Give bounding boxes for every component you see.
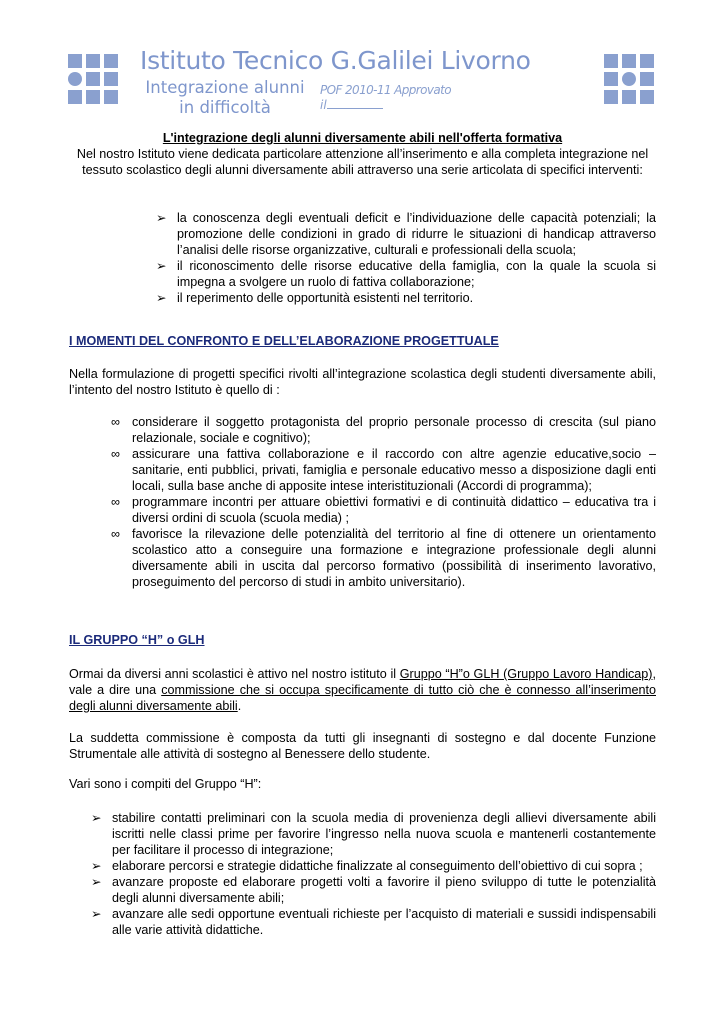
list-item: ➢ stabilire contatti preliminari con la scuola media di provenienza degli allievi diversamente abili iscritti nelle classi prime per favorire l’ingresso nella nuova scuola e mantenerli costantemente per facilitare il processo di integrazione; [91, 811, 656, 857]
institute-subtitle: Integrazione alunni in difficoltà [145, 78, 305, 117]
list-item: ∞ considerare il soggetto protagonista del proprio personale processo di crescita (sul piano relazionale, sociale e cognitivo); [111, 415, 656, 445]
list-item: ∞ programmare incontri per attuare obiettivi formativi e di continuità didattico – educativa tra i diversi ordini di scuola (scuola media) ; [111, 495, 656, 525]
list-item: ➢ la conoscenza degli eventuali deficit e l’individuazione delle capacità potenziali; la promozione delle condizioni in grado di ridurre le situazioni di handicap attraverso l’analisi delle risorse organizzative, culturali e professionali della scuola; [156, 211, 656, 257]
pof-date-line: il [320, 97, 383, 113]
section1-list [156, 210, 656, 306]
section3-paragraph3: Vari sono i compiti del Gruppo “H”: [69, 777, 262, 791]
school-logo-left [68, 54, 120, 106]
pof-approval: POF 2010-11 Approvato [320, 83, 451, 97]
list-item: ∞ assicurare una fattiva collaborazione e il raccordo con altre agenzie educative,socio – sanitarie, enti pubblici, privati, famiglia e personale educativo messo a disposizione dagli enti locali, sulla base anche di apposite intese interistituzionali (Accordi di programma); [111, 447, 656, 493]
section3-paragraph2: La suddetta commissione è composta da tutti gli insegnanti di sostegno e dal docente Funzione Strumentale alle attività di sostegno al Benessere dello studente. [69, 731, 656, 761]
section1-heading: L'integrazione degli alunni diversamente abili nell'offerta formativa [162, 131, 563, 145]
section3-heading: IL GRUPPO “H” o GLH [69, 633, 205, 647]
section2-intro: Nella formulazione di progetti specifici rivolti all’integrazione scolastica degli studenti diversamente abili, l’intento del nostro Istituto è quello di : [69, 367, 656, 397]
section1-intro: Nel nostro Istituto viene dedicata particolare attenzione all’inserimento e alla completa integrazione nel tessuto scolastico degli alunni diversamente abili attraverso una serie articolata di specifici interventi: [76, 147, 649, 177]
section3-list [91, 810, 656, 938]
list-item: ➢ avanzare alle sedi opportune eventuali richieste per l’acquisto di materiali e sussidi indispensabili alle varie attività didattiche. [91, 907, 656, 937]
school-logo-right [604, 54, 656, 106]
list-item: ➢ il reperimento delle opportunità esistenti nel territorio. [156, 291, 474, 305]
section2-list [111, 414, 656, 590]
glh-group-link: Gruppo “H”o GLH (Gruppo Lavoro Handicap) [399, 667, 653, 681]
list-item: ➢ il riconoscimento delle risorse educative della famiglia, con la quale la scuola si impegna a svolgere un ruolo di fattiva collaborazione; [156, 259, 656, 289]
commission-description-link: commissione che si occupa specificamente di tutto ciò che è connesso all’inserimento degli alunni diversamente abili [69, 683, 656, 713]
institute-title: Istituto Tecnico G.Galilei Livorno [140, 46, 531, 75]
list-item: ➢ elaborare percorsi e strategie didattiche finalizzate al conseguimento dell’obiettivo di cui sopra ; [91, 859, 643, 873]
section2-heading: I MOMENTI DEL CONFRONTO E DELL’ELABORAZIONE PROGETTUALE [69, 334, 499, 348]
list-item: ➢ avanzare proposte ed elaborare progetti volti a favorire il pieno sviluppo di tutte le potenzialità degli alunni diversamente abili; [91, 875, 656, 905]
section3-paragraph1: Ormai da diversi anni scolastici è attivo nel nostro istituto il Gruppo “H”o GLH (Gruppo Lavoro Handicap), vale a dire una commissione che si occupa specificamente di tutto ciò che è connesso all’inserimento degli alunni diversamente abili. [69, 667, 656, 713]
list-item: ∞ favorisce la rilevazione delle potenzialità del territorio al fine di ottenere un orientamento scolastico atto a conseguire una formazione e integrazione professionale degli alunni diversamente abili in uscita dal percorso formativo (possibilità di inserimento lavorativo, proseguimento del percorso di studi in ambito universitario). [111, 527, 656, 589]
